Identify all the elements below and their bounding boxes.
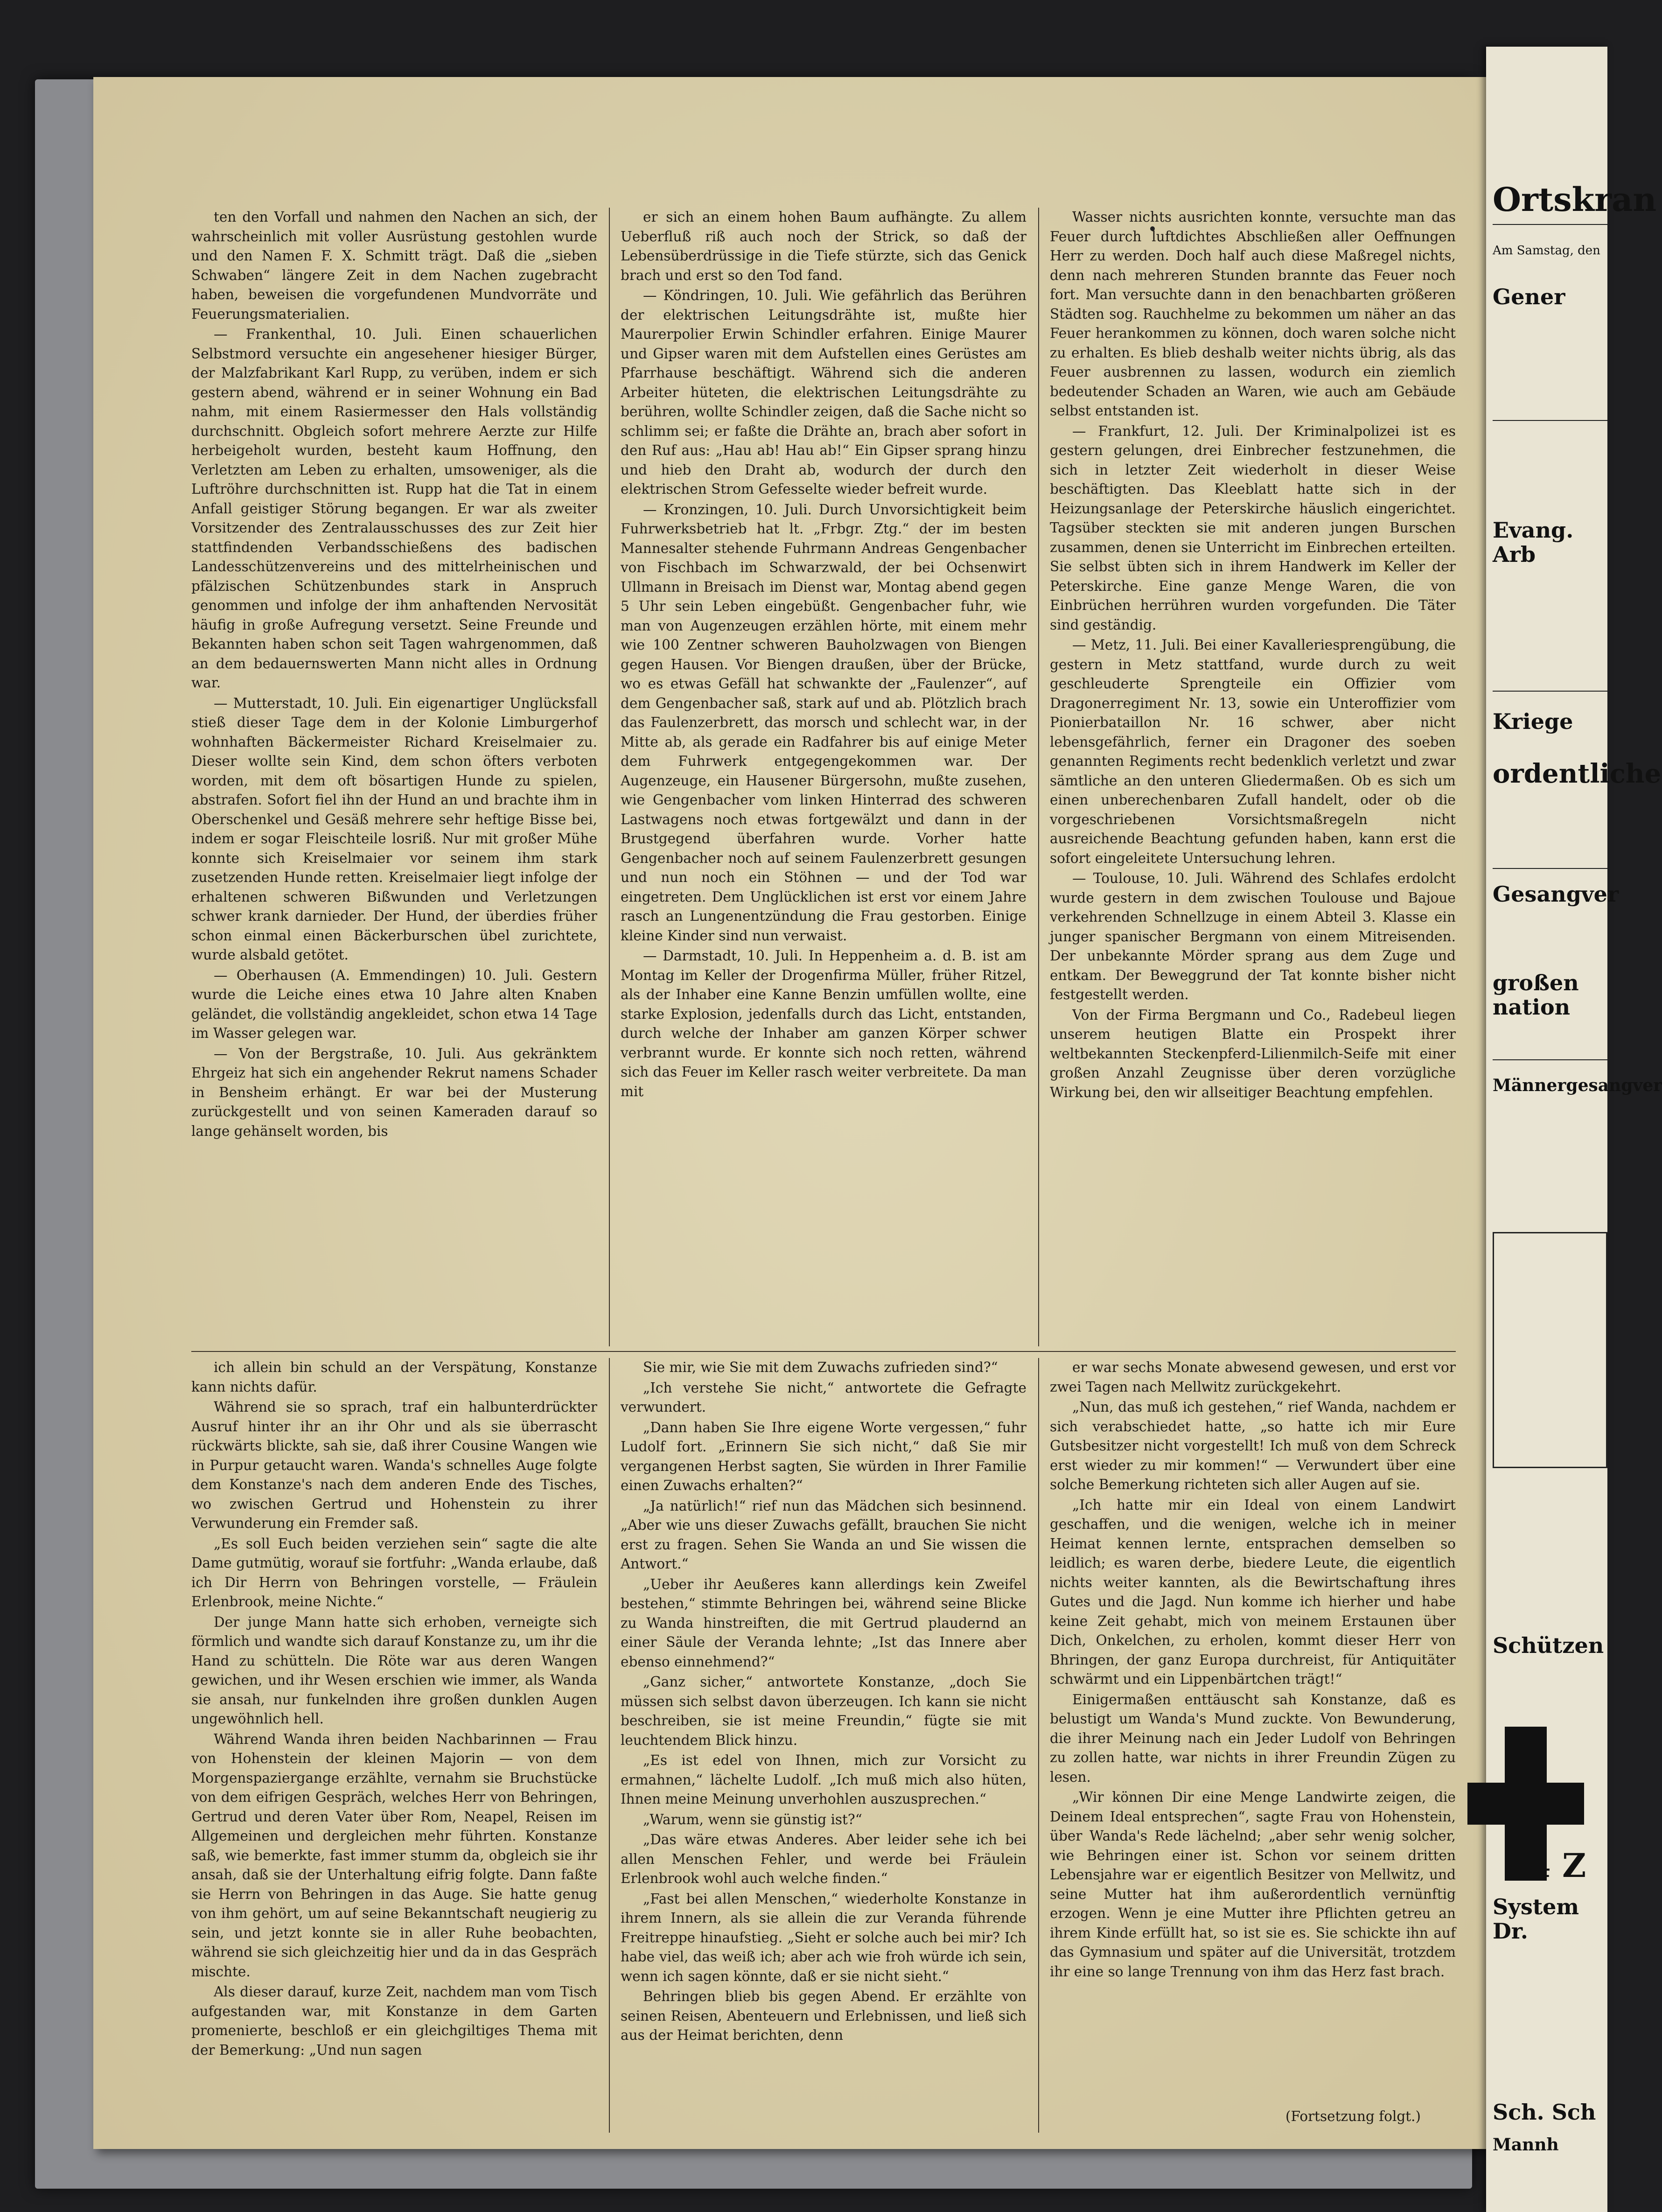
column-rule: [609, 1358, 610, 2133]
novel-column-2: [621, 1358, 1027, 2133]
paragraph: Während sie so sprach, traf ein halbunterdrückter Ausruf hinter ihr an ihr Ohr und als sie überrascht rückwärts blickte, sah sie, daß ihrer Cousine Wangen wie in Purpur getaucht waren. Wanda's schnelles Auge folgte dem Konstanze's nach dem anderen Ende des Tisches, wo zwischen Gertrud und Hohenstein zu ihrer Verwunderung ein Fremder saß.: [191, 1399, 597, 1531]
paragraph: „Es ist edel von Ihnen, mich zur Vorsicht zu ermahnen,“ lächelte Ludolf. „Ich muß mich also hüten, Ihnen meine Meinung unverhohlen auszusprechen.“: [621, 1752, 1027, 1807]
adjacent-page: [1486, 47, 1662, 2212]
paragraph: Während Wanda ihren beiden Nachbarinnen — Frau von Hohenstein der kleinen Majorin — von dem Morgenspaziergange erzählte, vernahm sie Bruchstücke von dem eifrigen Gespräch, welches Herr von Behringen, Gertrud und deren Vater über Rom, Neapel, Reisen im Allgemeinen und dergleichen mehr führten. Konstanze saß, wie bemerkte, fast immer stumm da, obgleich sie ihr ansah, daß sie der Unterhaltung eifrig folgte. Dann faßte sie Herrn von Behringen in das Auge. Sie hatte genug von ihm gehört, um auf seine Bekanntschaft neugierig zu sein, und jetzt konnte sie in aller Ruhe beobachten, während sie sich gleichzeitig hier und da in das Gespräch mischte.: [191, 1731, 597, 1980]
continuation-note: (Fortsetzung folgt.): [1285, 2108, 1421, 2124]
ad-divider: [1493, 691, 1607, 692]
ad-title: Mannh: [1493, 2135, 1559, 2155]
paragraph: „Es soll Euch beiden verziehen sein“ sagte die alte Dame gutmütig, worauf sie fortfuhr: „Wanda erlaube, daß ich Dir Herrn von Behringen vorstelle, — Fräulein Erlenbrook, meine Nichte.“: [191, 1535, 597, 1610]
news-column-3: [1050, 208, 1456, 1346]
paragraph: „Wir können Dir eine Menge Landwirte zeigen, die Deinem Ideal entsprechen“, sagte Frau von Hohenstein, über Wanda's Rede lächelnd; „aber sehr wenig solcher, wie Behringen einer ist. Schon vor seinem dritten Lebensjahre war er eigentlich Besitzer von Mellwitz, und seine Mutter hat ihm außerordentlich vernünftig erzogen. Wenn je eine Mutter ihre Pflichten getreu an ihrem Kinde erfüllt hat, so ist sie es. Sie schickte ihn auf das Gymnasium und später auf die Universität, trotzdem ihr eine so lange Trennung von ihm das Herz fast brach.: [1050, 1789, 1456, 1980]
paragraph: Sie mir, wie Sie mit dem Zuwachs zufrieden sind?“: [643, 1359, 998, 1375]
paragraph: „Fast bei allen Menschen,“ wiederholte Konstanze in ihrem Innern, als sie allein die zur Veranda führende Freitreppe hinaufstieg. „Sieht er solche auch bei mir? Ich habe viel, das weiß ich; aber ach wie froh würde ich sein, wenn ich sagen könnte, daß er sie nicht sieht.“: [621, 1890, 1027, 1984]
paragraph: — Metz, 11. Juli. Bei einer Kavalleriesprengübung, die gestern in Metz stattfand, wurde durch zu weit geschleuderte Sprengteile ein Offizier vom Dragonerregiment Nr. 13, sowie ein Unteroffizier vom Pionierbataillon Nr. 16 schwer, aber nicht lebensgefährlich, ferner ein Dragoner des soeben genannten Regiments recht bedenklich verletzt und zwar sämtliche an den unteren Gliedermaßen. Ob es sich um einen unberechenbaren Zufall handelt, oder ob die vorgeschriebenen Vorsichtsmaßregeln nicht ausreichende Beachtung gefunden haben, kann erst die sofort eingeleitete Untersuchung lehren.: [1050, 637, 1456, 866]
ad-title: System Dr.: [1493, 1894, 1579, 1944]
paragraph: „Ganz sicher,“ antwortete Konstanze, „doch Sie müssen sich selbst davon überzeugen. Ich kann sie nicht beschreiben, sie ist meine Freundin,“ fügte sie mit leuchtendem Blick hinzu.: [621, 1674, 1027, 1748]
ad-title: Sch. Sch: [1493, 2100, 1596, 2125]
paragraph: „Ja natürlich!“ rief nun das Mädchen sich besinnend. „Aber wie uns dieser Zuwachs gefällt, brauchen Sie nicht erst zu fragen. Sehen Sie Wanda an und Sie wissen die Antwort.“: [621, 1498, 1027, 1572]
paragraph: — Oberhausen (A. Emmendingen) 10. Juli. Gestern wurde die Leiche eines etwa 10 Jahre alten Knaben geländet, die vollständig angekleidet, schon etwa 14 Tage im Wasser gelegen war.: [191, 967, 597, 1041]
ad-divider: [1493, 224, 1607, 225]
paragraph: — Darmstadt, 10. Juli. In Heppenheim a. d. B. ist am Montag im Keller der Drogenfirma Müller, früher Ritzel, als der Inhaber eine Kanne Benzin umfüllen wollte, eine starke Explosion, jedenfalls durch das Licht, entstanden, durch welche der Inhaber am ganzen Körper schwer verbrannt wurde. Er konnte sich noch retten, während sich das Feuer im Keller rasch weiter verbreitete. Da man mit: [621, 948, 1027, 1099]
cross-emblem: [1467, 1783, 1584, 1825]
paragraph: „Ich verstehe Sie nicht,“ antwortete die Gefragte verwundert.: [621, 1379, 1027, 1415]
adjacent-header: Ortskran: [1493, 180, 1657, 219]
novel-column-3: [1050, 1358, 1456, 2095]
ad-text: Am Samstag, den: [1493, 244, 1600, 258]
paragraph: ich allein bin schuld an der Verspätung, Konstanze kann nichts dafür.: [191, 1359, 597, 1395]
ad-divider: [1493, 1059, 1607, 1060]
paragraph: — Von der Bergstraße, 10. Juli. Aus gekränktem Ehrgeiz hat sich ein angehender Rekrut namens Schader in Bensheim erhängt. Er war bei der Musterung zurückgestellt und von seinen Kameraden darauf so lange gehänselt worden, bis: [191, 1045, 597, 1139]
column-rule: [609, 208, 610, 1346]
ad-divider: [1493, 868, 1607, 869]
section-divider: [191, 1351, 1456, 1352]
paragraph: — Köndringen, 10. Juli. Wie gefährlich das Berühren der elektrischen Leitungsdrähte ist, mußte hier Maurerpolier Erwin Schindler erfahren. Einige Maurer und Gipser waren mit dem Aufstellen eines Gerüstes am Pfarrhause beschäftigt. Während sich die anderen Arbeiter hüteten, die elektrischen Leitungsdrähte zu berühren, wollte Schindler zeigen, daß die Sache nicht so schlimm sei; er faßte die Drähte an, brach aber sofort in den Ruf aus: „Hau ab! Hau ab!“ Ein Gipser sprang hinzu und hieb den Draht ab, wodurch der durch den elektrischen Strom Gefesselte wieder befreit wurde.: [621, 287, 1027, 497]
column-rule: [1038, 1358, 1039, 2133]
paragraph: — Frankenthal, 10. Juli. Einen schauerlichen Selbstmord versuchte ein angesehener hiesiger Bürger, der Malzfabrikant Karl Rupp, zu verüben, indem er sich gestern abend, während er in seiner Wohnung ein Bad nahm, mit einem Rasiermesser den Hals vollständig durchschnitt. Obgleich sofort mehrere Aerzte zur Hilfe herbeigeholt wurden, besteht kaum Hoffnung, den Verletzten am Leben zu erhalten, umsoweniger, als die Luftröhre durchschnitten ist. Rupp hat die Tat in einem Anfall geistiger Störung begangen. Er war als zweiter Vorsitzender des Zentralausschusses des zur Zeit hier stattfindenden Verbandsschießens des badischen Landesschützenvereins und des mittelrheinischen und pfälzischen Schützenbundes stark in Anspruch genommen und infolge der ihm anhaftenden Nervosität häufig in große Aufregung versetzt. Seine Freunde und Bekannten haben schon seit Tagen wahrgenommen, daß an dem bedauernswerten Mann nicht alles in Ordnung war.: [191, 326, 597, 691]
ad-title: Evang. Arb: [1493, 518, 1574, 567]
paragraph: er sich an einem hohen Baum aufhängte. Zu allem Ueberfluß riß auch noch der Strick, so daß der Lebensüberdrüssige in die Tiefe stürzte, sich das Genick brach und erst so den Tod fand.: [621, 209, 1027, 283]
ad-title: 4 Z: [1528, 1846, 1586, 1885]
paragraph: — Kronzingen, 10. Juli. Durch Unvorsichtigkeit beim Fuhrwerksbetrieb hat lt. „Frbgr. Ztg.“ der im besten Mannesalter stehende Fuhrmann Andreas Gengenbacher von Fischbach im Schwarzwald, der bei Ochsenwirt Ullmann in Breisach im Dienst war, Montag abend gegen 5 Uhr sein Leben eingebüßt. Gengenbacher fuhr, wie man von Augenzeugen erzählen hörte, mit einem mehr wie 100 Zentner schweren Bauholzwagen von Biengen gegen Hausen. Vor Biengen draußen, über der Brücke, wo es etwas Gefäll hat schwankte der „Faulenzer“, auf dem Gengenbacher saß, stark auf und ab. Plötzlich brach das Faulenzerbrett, das morsch und schlecht war, in der Mitte ab, als gerade ein Radfahrer bis auf einige Meter dem Fuhrwerk entgegengekommen war. Der Augenzeuge, ein Hausener Bürgersohn, mußte zusehen, wie Gengenbacher vom linken Hinterrad des schweren Lastwagens noch etwas fortgewälzt und dann in der Brustgegend überfahren wurde. Vorher hatte Gengenbacher noch auf seinem Faulenzerbrett gesungen und nun noch ein Stöhnen — und der Tod war eingetreten. Dem Unglücklichen ist erst vor einem Jahre rasch an Lungenentzündung die Frau gestorben. Einige kleine Kinder sind nun verwaist.: [621, 501, 1027, 944]
paragraph: „Warum, wenn sie günstig ist?“: [643, 1811, 862, 1827]
ad-title: Kriege: [1493, 709, 1573, 734]
paragraph: — Toulouse, 10. Juli. Während des Schlafes erdolcht wurde gestern in dem zwischen Toulouse und Bajoue verkehrenden Schnellzuge in einem Abteil 3. Klasse ein junger spanischer Bergmann von einem Mitreisenden. Der unbekannte Mörder sprang aus dem Zuge und entkam. Der Beweggrund der Tat konnte bisher nicht festgestellt werden.: [1050, 870, 1456, 1002]
column-rule: [1038, 208, 1039, 1346]
news-column-2: [621, 208, 1027, 1346]
ad-title: großen nation: [1493, 970, 1579, 1020]
paragraph: — Mutterstadt, 10. Juli. Ein eigenartiger Unglücksfall stieß dieser Tage dem in der Kolonie Limburgerhof wohnhaften Bäckermeister Richard Kreiselmaier zu. Dieser wollte sein Kind, dem schon öfters verboten worden, mit dem oft bösartigen Hunde zu spielen, abstrafen. Sofort fiel ihn der Hund an und brachte ihm in Oberschenkel und Gesäß mehrere sehr heftige Bisse bei, indem er sogar Fleischteile losriß. Nur mit großer Mühe konnte sich Kreiselmaier vor seinem ihm stark zusetzenden Hunde retten. Kreiselmaier liegt infolge der erhaltenen schweren Bißwunden und Verletzungen schwer krank darnieder. Der Hund, der überdies früher schon einmal einen Bäckerburschen übel zurichtete, wurde alsbald getötet.: [191, 695, 597, 963]
paragraph: Einigermaßen enttäuscht sah Konstanze, daß es belustigt um Wanda's Mund zuckte. Von Bewunderung, die ihrer Meinung nach ein Jeder Ludolf von Behringen zu zollen hatte, war nichts in ihrer Freundin Zügen zu lesen.: [1050, 1691, 1456, 1785]
newspaper-page: [93, 77, 1493, 2149]
paragraph: Der junge Mann hatte sich erhoben, verneigte sich förmlich und wandte sich darauf Konstanze zu, um ihr die Hand zu schütteln. Die Röte war aus deren Wangen gewichen, und ihr Wesen erschien wie immer, als Wanda sie ansah, nur funkelnden ihre großen dunklen Augen ungewöhnlich hell.: [191, 1614, 597, 1727]
paragraph: Als dieser darauf, kurze Zeit, nachdem man vom Tisch aufgestanden war, mit Konstanze in dem Garten promenierte, beschloß er ein gleichgiltiges Thema mit der Bemerkung: „Und nun sagen: [191, 1984, 597, 2058]
paragraph: ten den Vorfall und nahmen den Nachen an sich, der wahrscheinlich mit voller Ausrüstung gestohlen wurde und den Namen F. X. Schmitt trägt. Daß die „sieben Schwaben“ längere Zeit in dem Nachen zugebracht haben, beweisen die vorgefundenen Mundvorräte und Feuerungsmaterialien.: [191, 209, 597, 322]
paragraph: Behringen blieb bis gegen Abend. Er erzählte von seinen Reisen, Abenteuern und Erlebnissen, und ließ sich aus der Heimat berichten, denn: [621, 1988, 1027, 2043]
paragraph: Von der Firma Bergmann und Co., Radebeul liegen unserem heutigen Blatte ein Prospekt ihrer weltbekannten Steckenpferd-Lilienmilch-Seife mit einer großen Anzahl Zeugnisse über deren vorzügliche Wirkung bei, den wir allseitiger Beachtung empfehlen.: [1050, 1007, 1456, 1100]
paragraph: „Nun, das muß ich gestehen,“ rief Wanda, nachdem er sich verabschiedet hatte, „so hatte ich mir Eure Gutsbesitzer nicht vorgestellt! Ich muß von dem Schreck erst wieder zu mir kommen!“ — Verwundert über eine solche Bemerkung richteten sich aller Augen auf sie.: [1050, 1399, 1456, 1492]
paragraph: „Das wäre etwas Anderes. Aber leider sehe ich bei allen Menschen Fehler, und werde bei Fräulein Erlenbrook wohl auch welche finden.“: [621, 1832, 1027, 1886]
paragraph: er war sechs Monate abwesend gewesen, und erst vor zwei Tagen nach Mellwitz zurückgekehrt.: [1050, 1359, 1456, 1395]
paragraph: „Ueber ihr Aeußeres kann allerdings kein Zweifel bestehen,“ stimmte Behringen bei, während seine Blicke zu Wanda hinstreiften, die mit Gertrud plaudernd an einer Säule der Veranda lehnte; „Ist das Innere aber ebenso einnehmend?“: [621, 1576, 1027, 1670]
news-column-1: [191, 208, 597, 1346]
ad-title: Gesangver: [1493, 882, 1619, 907]
ad-title: Männergesangver: [1493, 1076, 1662, 1095]
advertisement-engraving: [1493, 1232, 1607, 1468]
ad-divider: [1493, 420, 1607, 421]
paragraph: „Dann haben Sie Ihre eigene Worte vergessen,“ fuhr Ludolf fort. „Erinnern Sie sich nicht,“ daß Sie mir vergangenen Herbst sagten, Sie würden in Ihrer Familie einen Zuwachs erhalten?“: [621, 1419, 1027, 1493]
ad-title: Schützen: [1493, 1633, 1604, 1658]
paragraph: — Frankfurt, 12. Juli. Der Kriminalpolizei ist es gestern gelungen, drei Einbrecher festzunehmen, die sich in letzter Zeit wiederholt in dieser Weise beschäftigten. Das Kleeblatt hatte sich in der Heizungsanlage der Peterskirche häuslich eingerichtet. Tagsüber steckten sie mit anderen jungen Burschen zusammen, denen sie Unterricht im Einbrechen erteilten. Sie selbst übten sich in ihrem Handwerk im Keller der Peterskirche. Eine ganze Menge Waren, die von Einbrüchen herrühren wurden vorgefunden. Die Täter sind geständig.: [1050, 423, 1456, 633]
ad-title: ordentliche: [1493, 758, 1662, 789]
paragraph: Wasser nichts ausrichten konnte, versuchte man das Feuer durch luftdichtes Abschließen aller Oeffnungen Herr zu werden. Doch half auch diese Maßregel nichts, denn nach mehreren Stunden brannte das Feuer noch fort. Man versuchte dann in den benachbarten größeren Städten sog. Rauchhelme zu bekommen um näher an das Feuer herankommen zu können, doch waren solche nicht zu erhalten. Es blieb deshalb weiter nichts übrig, als das Feuer ausbrennen zu lassen, wodurch ein ziemlich bedeutender Schaden an Waren, wie auch am Gebäude selbst entstanden ist.: [1050, 209, 1456, 419]
novel-column-1: [191, 1358, 597, 2133]
paragraph: „Ich hatte mir ein Ideal von einem Landwirt geschaffen, und die wenigen, welche ich in meiner Heimat kennen lernte, entsprachen demselben so leidlich; es waren derbe, biedere Leute, die eigentlich nichts weiter kannten, als die Bewirtschaftung ihres Gutes und die Jagd. Nun komme ich hierher und habe keine Zeit gehabt, mich von meinem Erstaunen über Dich, Onkelchen, zu erholen, kommt dieser Herr von Bhringen, der ganz Europa durchreist, für Antiquitäter schwärmt und ein Lippenbärtchen trägt!“: [1050, 1497, 1456, 1687]
ad-title: Gener: [1493, 284, 1565, 309]
